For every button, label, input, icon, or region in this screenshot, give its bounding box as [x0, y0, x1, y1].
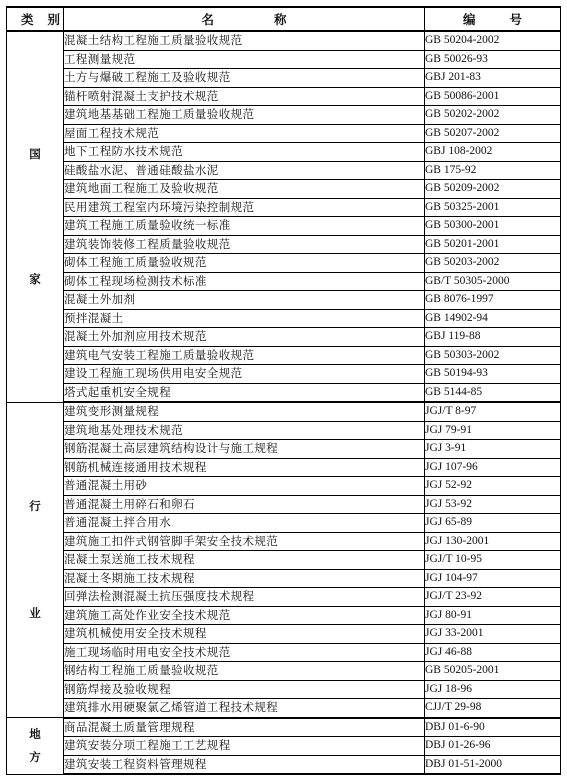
standard-name: 建筑安装工程资料管理规程: [64, 755, 425, 774]
standard-code: GB 50202-2002: [425, 106, 561, 125]
standard-name: 回弹法检测混凝土抗压强度技术规程: [64, 588, 425, 607]
standard-code: JGJ/T 10-95: [425, 551, 561, 570]
category-char: 业: [29, 605, 41, 620]
category-char: 国: [29, 146, 41, 161]
standard-name: 屋面工程技术规范: [64, 124, 425, 143]
standard-name: 普通混凝土用砂: [64, 477, 425, 496]
table-row: [7, 421, 561, 440]
standards-document: [6, 6, 561, 775]
standard-code: JGJ 65-89: [425, 514, 561, 533]
standard-code: GB 50303-2002: [425, 346, 561, 365]
standard-code: JGJ 33-2001: [425, 625, 561, 644]
standard-name: 混凝土冬期施工技术规程: [64, 569, 425, 588]
standard-name: 建筑安装分项工程施工工艺规程: [64, 737, 425, 756]
table-row: [7, 495, 561, 514]
standard-code: GB 50194-93: [425, 365, 561, 384]
table-row: [7, 699, 561, 718]
category-label: [7, 720, 63, 772]
table-row: [7, 458, 561, 477]
standard-name: 混凝土结构工程施工质量验收规范: [64, 31, 425, 50]
header-name-char-1: 名: [201, 11, 214, 27]
category-national: [7, 31, 64, 402]
category-char: 方: [29, 749, 41, 764]
table-row: [7, 532, 561, 551]
header-name: [64, 7, 425, 31]
standard-code: JGJ 3-91: [425, 440, 561, 459]
standard-name: 建筑工程施工质量验收统一标准: [64, 217, 425, 236]
table-row: [7, 291, 561, 310]
standard-code: JGJ 79-91: [425, 421, 561, 440]
standard-name: 民用建筑工程室内环境污染控制规范: [64, 198, 425, 217]
standard-code: GB 175-92: [425, 161, 561, 180]
standard-code: GB 50300-2001: [425, 217, 561, 236]
standard-code: DBJ 01-26-96: [425, 737, 561, 756]
standard-name: 土方与爆破工程施工及验收规范: [64, 69, 425, 88]
standard-code: DBJ 01-51-2000: [425, 755, 561, 774]
category-char: 家: [29, 271, 41, 286]
table-row: [7, 346, 561, 365]
standard-code: JGJ 80-91: [425, 606, 561, 625]
standard-code: GB 50026-93: [425, 50, 561, 69]
table-row: [7, 161, 561, 180]
table-row: [7, 383, 561, 402]
standard-name: 混凝土外加剂: [64, 291, 425, 310]
standard-name: 建筑施工高处作业安全技术规范: [64, 606, 425, 625]
standard-name: 建筑变形测量规程: [64, 402, 425, 421]
table-row: [7, 50, 561, 69]
standard-name: 建筑施工扣件式钢管脚手架安全技术规范: [64, 532, 425, 551]
standard-name: 地下工程防水技术规范: [64, 143, 425, 162]
standard-name: 硅酸盐水泥、普通硅酸盐水泥: [64, 161, 425, 180]
category-industry: [7, 402, 64, 718]
standard-name: 砌体工程现场检测技术标准: [64, 272, 425, 291]
standard-code: GB 50325-2001: [425, 198, 561, 217]
table-header-row: [7, 7, 561, 31]
standard-code: GBJ 201-83: [425, 69, 561, 88]
table-row: [7, 272, 561, 291]
table-row: [7, 514, 561, 533]
standard-code: GB 50203-2002: [425, 254, 561, 273]
standard-name: 普通混凝土用碎石和卵石: [64, 495, 425, 514]
table-row: [7, 124, 561, 143]
standard-name: 塔式起重机安全规程: [64, 383, 425, 402]
standard-name: 混凝土泵送施工技术规程: [64, 551, 425, 570]
standard-code: GBJ 119-88: [425, 328, 561, 347]
standard-code: JGJ/T 23-92: [425, 588, 561, 607]
standard-name: 建筑地面工程施工及验收规范: [64, 180, 425, 199]
standard-code: GB 5144-85: [425, 383, 561, 402]
table-row: [7, 718, 561, 737]
standard-name: 预拌混凝土: [64, 309, 425, 328]
standard-code: JGJ 52-92: [425, 477, 561, 496]
table-row: [7, 569, 561, 588]
standard-name: 建筑电气安装工程施工质量验收规范: [64, 346, 425, 365]
standard-code: GB 50207-2002: [425, 124, 561, 143]
standard-name: 钢筋焊接及验收规程: [64, 680, 425, 699]
standard-code: JGJ/T 8-97: [425, 402, 561, 421]
standard-name: 建筑地基处理技术规范: [64, 421, 425, 440]
standard-code: GB 50209-2002: [425, 180, 561, 199]
table-row: [7, 625, 561, 644]
table-row: [7, 180, 561, 199]
table-row: [7, 106, 561, 125]
standard-code: DBJ 01-6-90: [425, 718, 561, 737]
table-row: [7, 217, 561, 236]
table-row: [7, 235, 561, 254]
category-char: 行: [29, 498, 41, 513]
standard-name: 建筑机械使用安全技术规程: [64, 625, 425, 644]
standard-name: 商品混凝土质量管理规程: [64, 718, 425, 737]
standard-code: GB 50204-2002: [425, 31, 561, 50]
header-code-char-2: 号: [509, 11, 523, 27]
table-row: [7, 643, 561, 662]
standard-code: GB/T 50305-2000: [425, 272, 561, 291]
standard-code: GB 14902-94: [425, 309, 561, 328]
table-row: [7, 680, 561, 699]
table-row: [7, 31, 561, 50]
header-code: [425, 7, 561, 31]
standards-table: [6, 6, 561, 775]
header-code-char-1: 编: [462, 11, 476, 27]
standard-name: 普通混凝土拌合用水: [64, 514, 425, 533]
table-row: [7, 87, 561, 106]
category-char: 地: [29, 726, 41, 741]
standard-code: CJJ/T 29-98: [425, 699, 561, 718]
table-row: [7, 588, 561, 607]
standard-name: 建筑装饰装修工程质量验收规范: [64, 235, 425, 254]
header-category: 类别: [7, 7, 64, 31]
table-row: [7, 198, 561, 217]
standard-code: JGJ 104-97: [425, 569, 561, 588]
standard-name: 钢筋混凝土高层建筑结构设计与施工规程: [64, 440, 425, 459]
category-label: [7, 408, 63, 712]
standard-code: GBJ 108-2002: [425, 143, 561, 162]
table-row: [7, 328, 561, 347]
table-row: [7, 402, 561, 421]
table-row: [7, 755, 561, 774]
standard-name: 锚杆喷射混凝土支护技术规范: [64, 87, 425, 106]
standard-code: JGJ 130-2001: [425, 532, 561, 551]
table-row: [7, 737, 561, 756]
standard-name: 钢结构工程施工质量验收规范: [64, 662, 425, 681]
standard-code: GB 8076-1997: [425, 291, 561, 310]
table-body: [7, 31, 561, 774]
table-row: [7, 365, 561, 384]
table-row: [7, 69, 561, 88]
table-row: [7, 254, 561, 273]
standard-name: 砌体工程施工质量验收规范: [64, 254, 425, 273]
table-row: [7, 477, 561, 496]
category-label: [7, 38, 63, 396]
standard-name: 工程测量规范: [64, 50, 425, 69]
standard-code: GB 50086-2001: [425, 87, 561, 106]
category-local: [7, 718, 64, 775]
table-row: [7, 606, 561, 625]
standard-name: 混凝土外加剂应用技术规范: [64, 328, 425, 347]
table-row: [7, 309, 561, 328]
table-row: [7, 143, 561, 162]
standard-name: 建筑地基基础工程施工质量验收规范: [64, 106, 425, 125]
standard-name: 钢筋机械连接通用技术规程: [64, 458, 425, 477]
table-row: [7, 551, 561, 570]
standard-code: JGJ 107-96: [425, 458, 561, 477]
header-name-char-2: 称: [274, 11, 287, 27]
standard-code: JGJ 46-88: [425, 643, 561, 662]
table-row: [7, 662, 561, 681]
standard-code: JGJ 18-96: [425, 680, 561, 699]
standard-code: GB 50205-2001: [425, 662, 561, 681]
standard-name: 建筑排水用硬聚氯乙烯管道工程技术规程: [64, 699, 425, 718]
table-row: [7, 440, 561, 459]
standard-code: GB 50201-2001: [425, 235, 561, 254]
standard-name: 建设工程施工现场供用电安全规范: [64, 365, 425, 384]
standard-code: JGJ 53-92: [425, 495, 561, 514]
standard-name: 施工现场临时用电安全技术规范: [64, 643, 425, 662]
